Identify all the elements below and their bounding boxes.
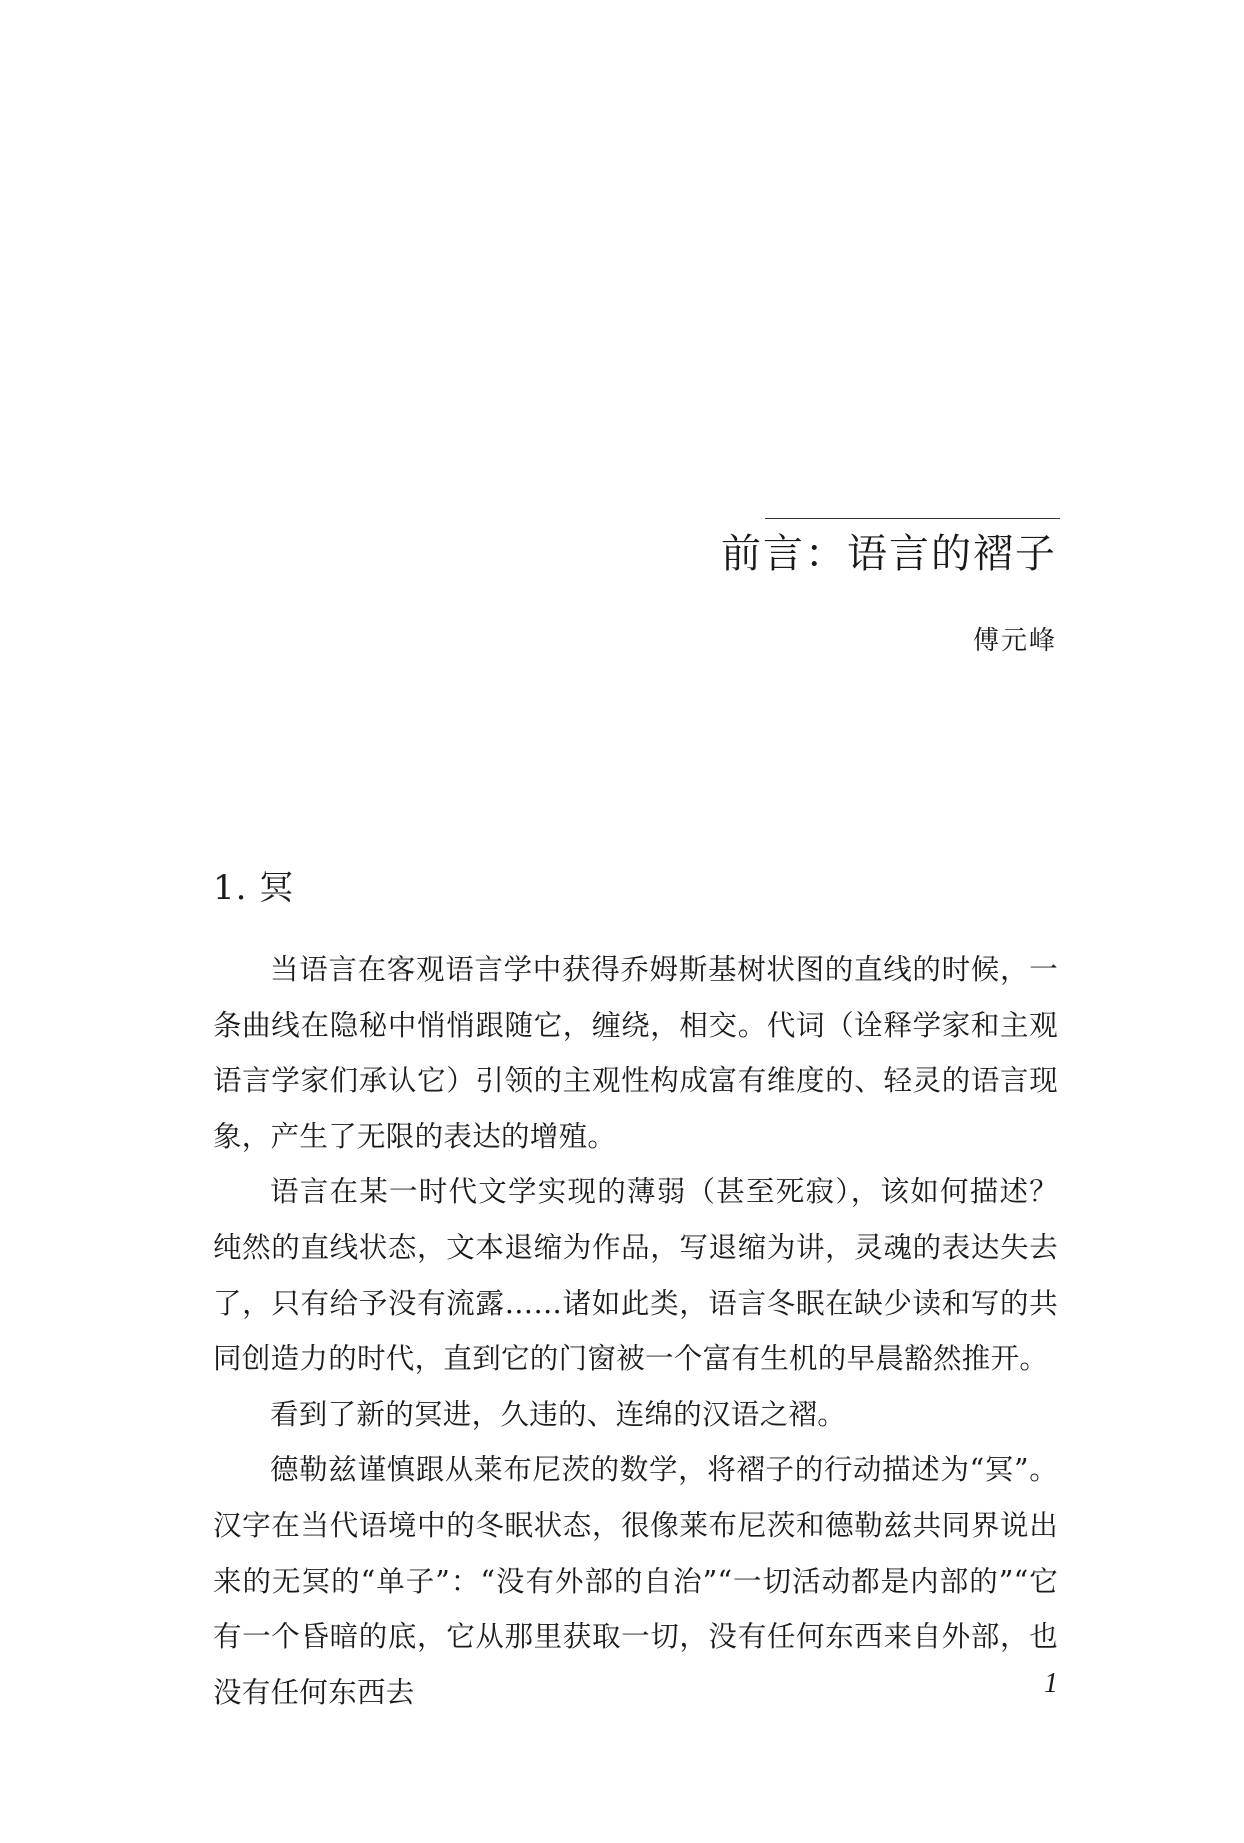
page-number: 1 [1044, 1668, 1058, 1699]
paragraph: 语言在某一时代文学实现的薄弱（甚至死寂），该如何描述？纯然的直线状态，文本退缩为作品，写退缩为讲，灵魂的表达失去了，只有给予没有流露……诸如此类，语言冬眠在缺少读和写的共同创造力的时代，直到它的门窗被一个富有生机的早晨豁然推开。 [213, 1175, 1058, 1376]
section-heading: 1. 冥 [213, 868, 295, 908]
chapter-title: 前言：语言的褶子 [721, 531, 1057, 577]
paragraph: 当语言在客观语言学中获得乔姆斯基树状图的直线的时候，一条曲线在隐秘中悄悄跟随它，缠绕，相交。代词（诠释学家和主观语言学家们承认它）引领的主观性构成富有维度的、轻灵的语言现象，产生了无限的表达的增殖。 [213, 953, 1058, 1153]
title-rule [765, 518, 1060, 519]
paragraph: 德勒兹谨慎跟从莱布尼茨的数学，将褶子的行动描述为“冥”。汉字在当代语境中的冬眠状态，很像莱布尼茨和德勒兹共同界说出来的无冥的“单子”：“没有外部的自治”“一切活动都是内部的”“它有一个昏暗的底，它从那里获取一切，没有任何东西来自外部，也没有任何东西去 [213, 1453, 1058, 1709]
body-text [213, 942, 1058, 1720]
chapter-author: 傅元峰 [972, 626, 1057, 656]
paragraph: 看到了新的冥进，久违的、连绵的汉语之褶。 [270, 1397, 847, 1431]
